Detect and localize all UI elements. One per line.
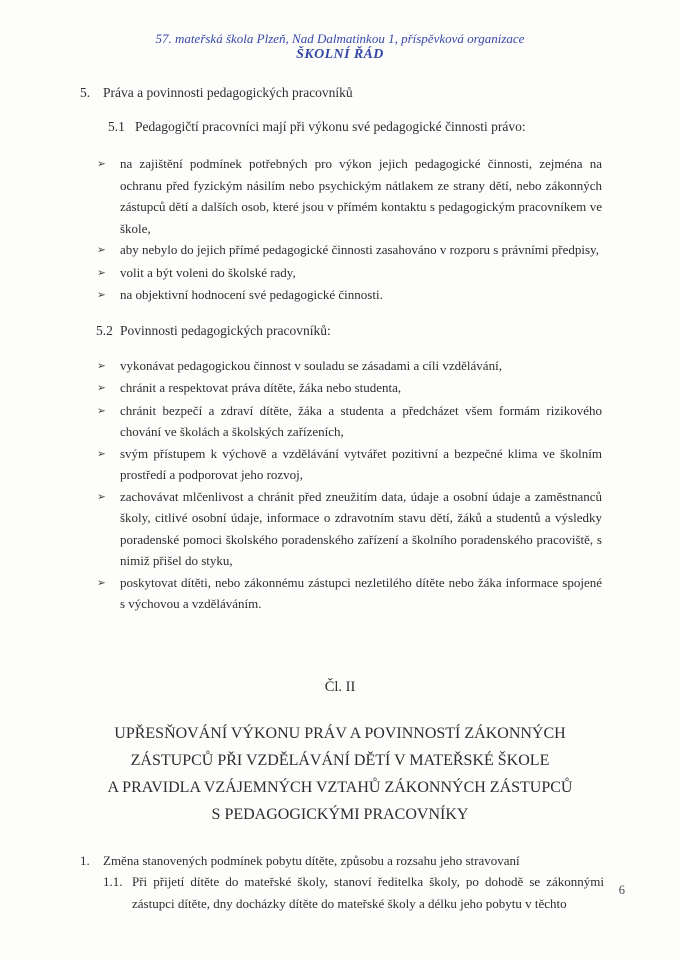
arrow-bullet-icon: ➢ [97,244,106,256]
bullet-text: vykonávat pedagogickou činnost v souladu se zásadami a cíli vzdělávání, [120,357,502,373]
bullet-text: poskytovat dítěti, nebo zákonnému zástupci nezletilého dítěte nebo žáka informace spojené s výchovou a vzděláváním. [120,574,602,611]
list-item [97,443,602,486]
arrow-bullet-icon: ➢ [97,266,106,279]
section-5-1-title: Pedagogičtí pracovníci mají při výkonu své pedagogické činnosti právo: [135,119,526,134]
bullet-text: na zajištění podmínek potřebných pro výkon jejich pedagogické činnosti, zejména na ochranu před fyzickým násilím nebo psychickým nátlakem ze strany dětí, nebo zákonných zástupců dětí a dalších osob, které jsou v přímém kontaktu s pedagogickým pracovníkem ve škole, [120,156,602,236]
duties-bullet-list [0,355,680,615]
list-item [97,239,602,262]
bullet-text: chránit a respektovat práva dítěte, žáka nebo studenta, [120,380,402,395]
item-1 [80,850,604,872]
bullet-text: na objektivní hodnocení své pedagogické činnosti. [120,287,383,302]
item-1-1 [103,871,604,914]
section-5-title: Práva a povinnosti pedagogických pracovníků [103,85,353,100]
section-5-2-title: Povinnosti pedagogických pracovníků: [120,322,331,338]
list-item [97,284,602,307]
article-2-title-line: A PRAVIDLA VZÁJEMNÝCH VZTAHŮ ZÁKONNÝCH ZÁSTUPCŮ [107,778,573,796]
section-5-number: 5. [80,85,91,100]
section-5-heading [80,84,602,102]
rights-bullet-list [0,153,680,307]
list-item [97,400,602,443]
bullet-text: volit a být voleni do školské rady, [120,264,296,280]
list-item [97,377,602,400]
arrow-bullet-icon: ➢ [97,359,106,372]
arrow-bullet-icon: ➢ [97,404,106,417]
bullet-text: zachovávat mlčenlivost a chránit před zneužitím data, údaje a osobní údaje a zaměstnanců školy, citlivé osobní údaje, informace o zdravotním stavu dětí, žáků a studentů a výsledky poradenské pomoci školského poradenského zařízení a školního poradenského pracoviště, s nimiž přišel do styku, [120,488,602,568]
arrow-bullet-icon: ➢ [97,289,106,301]
item-1-1-text: Při přijetí dítěte do mateřské školy, stanoví ředitelka školy, po dohodě se zákonnými zástupci dítěte, dny docházky dítěte do mateřské školy a délku jeho pobytu v těchto [132,874,604,911]
list-item [97,486,602,572]
arrow-bullet-icon: ➢ [97,447,106,460]
article-2-label: Čl. II [324,678,356,695]
section-5-2-heading [96,322,602,340]
article-2-title-line: UPŘESŇOVÁNÍ VÝKONU PRÁV A POVINNOSTÍ ZÁKONNÝCH [114,724,566,742]
section-5-2-number: 5.2 [96,322,113,338]
article-2-title [0,720,680,828]
item-1-number: 1. [80,852,90,868]
arrow-bullet-icon: ➢ [97,382,106,394]
bullet-text: aby nebylo do jejich přímé pedagogické činnosti zasahováno v rozporu s právními předpisy, [120,242,599,257]
article-2-title-line: S PEDAGOGICKÝMI PRACOVNÍKY [211,805,469,823]
bullet-text: chránit bezpečí a zdraví dítěte, žáka a studenta a předcházet všem formám rizikového chování ve školách a školských zařízeních, [120,402,602,439]
article-2-title-line: ZÁSTUPCŮ PŘI VZDĚLÁVÁNÍ DĚTÍ V MATEŘSKÉ ŠKOLE [130,751,550,769]
section-5-1-number: 5.1 [108,119,125,134]
school-name-header: 57. mateřská škola Plzeň, Nad Dalmatinkou 1, příspěvková organizace [155,31,525,46]
arrow-bullet-icon: ➢ [97,576,106,589]
list-item [97,355,602,378]
list-item [97,262,602,285]
arrow-bullet-icon: ➢ [97,490,106,503]
list-item [97,153,602,239]
item-1-text: Změna stanovených podmínek pobytu dítěte, způsobu a rozsahu jeho stravovaní [103,852,520,868]
item-1-1-number: 1.1. [103,874,123,889]
document-title: ŠKOLNÍ ŘÁD [296,47,384,62]
section-5-1-heading [108,118,602,136]
page-number: 6 [618,883,625,897]
letterhead [0,0,680,63]
list-item [97,572,602,615]
arrow-bullet-icon: ➢ [97,158,106,170]
bullet-text: svým přístupem k výchově a vzdělávání vytvářet pozitivní a bezpečné klima ve školním prostředí a podporovat jeho rozvoj, [120,445,602,482]
